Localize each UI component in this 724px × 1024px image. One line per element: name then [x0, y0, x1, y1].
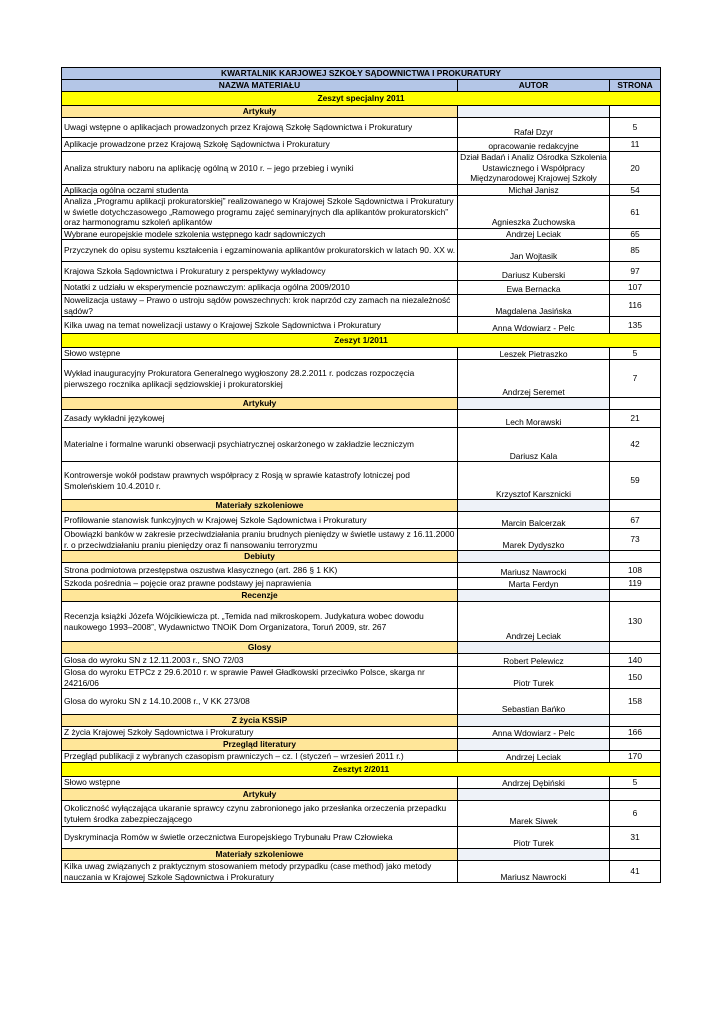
page-number: 67 — [610, 512, 661, 529]
table-row — [62, 138, 661, 152]
material-title: Recenzja książki Józefa Wójcikiewicza pt. „Temida nad mikroskopem. Judykatura wobec dowodu naukowego 1993–2008”, Wydawnictwo TNOiK Dom Organizatora, Toruń 2009, str. 267 — [62, 602, 458, 642]
material-title: Materialne i formalne warunki obserwacji psychiatrycznej oskarżonego w zakładzie leczniczym — [62, 428, 458, 462]
category-row — [62, 642, 661, 654]
empty-cell — [458, 551, 610, 563]
material-title: Słowo wstępne — [62, 777, 458, 789]
category-label: Glosy — [62, 642, 458, 654]
empty-cell — [610, 715, 661, 727]
table-row — [62, 667, 661, 689]
table-row — [62, 348, 661, 360]
author-name: Piotr Turek — [458, 827, 610, 849]
material-title: Zasady wykładni językowej — [62, 410, 458, 428]
page-number: 6 — [610, 801, 661, 827]
material-title: Przyczynek do opisu systemu kształcenia i egzaminowania aplikantów prokuratorskich w latach 90. XX w. — [62, 240, 458, 262]
table-row — [62, 827, 661, 849]
table-row — [62, 689, 661, 715]
category-label: Przegląd literatury — [62, 739, 458, 751]
page-number: 85 — [610, 240, 661, 262]
author-name: Dariusz Kala — [458, 428, 610, 462]
page-number: 11 — [610, 138, 661, 152]
page-number: 5 — [610, 348, 661, 360]
table-row — [62, 410, 661, 428]
journal-title: KWARTALNIK KARJOWEJ SZKOŁY SĄDOWNICTWA I PROKURATURY — [62, 68, 661, 80]
category-label: Artykuły — [62, 106, 458, 118]
table-row — [62, 281, 661, 295]
toc-table — [61, 67, 661, 883]
page-number: 166 — [610, 727, 661, 739]
material-title: Dyskryminacja Romów w świetle orzecznictwa Europejskiego Trybunału Praw Człowieka — [62, 827, 458, 849]
table-row — [62, 118, 661, 138]
category-row — [62, 849, 661, 861]
table-row — [62, 184, 661, 196]
table-row — [62, 529, 661, 551]
material-title: Kilka uwag związanych z praktycznym stosowaniem metody przypadku (case method) jako metody nauczania w Krajowej Szkole Sądownictwa i Prokuratury — [62, 861, 458, 883]
category-row — [62, 551, 661, 563]
category-row — [62, 500, 661, 512]
empty-cell — [458, 590, 610, 602]
page-number: 170 — [610, 751, 661, 763]
author-name: Mariusz Nawrocki — [458, 563, 610, 578]
category-row — [62, 715, 661, 727]
material-title: Glosa do wyroku ETPCz z 29.6.2010 r. w sprawie Paweł Gładkowski przeciwko Polsce, skarga nr 24216/06 — [62, 667, 458, 689]
page-number: 108 — [610, 563, 661, 578]
author-name: Sebastian Bańko — [458, 689, 610, 715]
empty-cell — [610, 739, 661, 751]
category-label: Materiały szkoleniowe — [62, 849, 458, 861]
page-number: 130 — [610, 602, 661, 642]
material-title: Z życia Krajowej Szkoły Sądownictwa i Prokuratury — [62, 727, 458, 739]
header-page: STRONA — [610, 80, 661, 92]
material-title: Wybrane europejskie modele szkolenia wstępnego kadr sądowniczych — [62, 228, 458, 240]
header-row — [62, 80, 661, 92]
author-name: Krzysztof Karsznicki — [458, 462, 610, 500]
table-row — [62, 317, 661, 334]
table-row — [62, 295, 661, 317]
material-title: Szkoda pośrednia – pojęcie oraz prawne podstawy jej naprawienia — [62, 578, 458, 590]
table-row — [62, 563, 661, 578]
table-row — [62, 462, 661, 500]
material-title: Krajowa Szkoła Sądownictwa i Prokuratury z perspektywy wykładowcy — [62, 262, 458, 281]
empty-cell — [458, 398, 610, 410]
material-title: Kontrowersje wokół podstaw prawnych współpracy z Rosją w sprawie katastrofy lotniczej pod Smoleńskiem 10.4.2010 r. — [62, 462, 458, 500]
issue-section-label: Zesztyt 2/2011 — [62, 763, 661, 777]
table-row — [62, 152, 661, 185]
material-title: Aplikacje prowadzone przez Krajową Szkołę Sądownictwa i Prokuratury — [62, 138, 458, 152]
empty-cell — [458, 789, 610, 801]
page-number: 59 — [610, 462, 661, 500]
material-title: Aplikacja ogólna oczami studenta — [62, 184, 458, 196]
material-title: Glosa do wyroku SN z 12.11.2003 r., SNO 72/03 — [62, 654, 458, 667]
category-label: Z życia KSSiP — [62, 715, 458, 727]
category-row — [62, 739, 661, 751]
page-number: 20 — [610, 152, 661, 185]
material-title: Uwagi wstępne o aplikacjach prowadzonych przez Krajową Szkołę Sądownictwa i Prokuratury — [62, 118, 458, 138]
material-title: Wykład inauguracyjny Prokuratora Generalnego wygłoszony 28.2.2011 r. podczas rozpoczęcia pierwszego rocznika aplikacji sędziowskiej i prokuratorskiej — [62, 360, 458, 398]
category-label: Recenzje — [62, 590, 458, 602]
title-row — [62, 68, 661, 80]
author-name: Mariusz Nawrocki — [458, 861, 610, 883]
author-name: Marta Ferdyn — [458, 578, 610, 590]
author-name: Anna Wdowiarz - Pelc — [458, 317, 610, 334]
issue-section-row — [62, 763, 661, 777]
table-row — [62, 240, 661, 262]
author-name: opracowanie redakcyjne — [458, 138, 610, 152]
issue-section-label: Zeszyt 1/2011 — [62, 334, 661, 348]
material-title: Przegląd publikacji z wybranych czasopism prawniczych – cz. I (styczeń – wrzesień 2011 r.) — [62, 751, 458, 763]
table-row — [62, 777, 661, 789]
author-name: Magdalena Jasińska — [458, 295, 610, 317]
issue-section-row — [62, 334, 661, 348]
toc-body — [62, 68, 661, 883]
author-name: Robert Pelewicz — [458, 654, 610, 667]
empty-cell — [458, 106, 610, 118]
empty-cell — [610, 551, 661, 563]
material-title: Obowiązki banków w zakresie przeciwdziałania praniu brudnych pieniędzy w świetle ustawy z 16.11.2000 r. o przeciwdziałaniu praniu pieniędzy oraz fi nansowaniu terroryzmu — [62, 529, 458, 551]
empty-cell — [610, 398, 661, 410]
page-number: 5 — [610, 777, 661, 789]
empty-cell — [458, 739, 610, 751]
author-name: Piotr Turek — [458, 667, 610, 689]
page-number: 31 — [610, 827, 661, 849]
category-row — [62, 789, 661, 801]
author-name: Andrzej Leciak — [458, 602, 610, 642]
empty-cell — [458, 642, 610, 654]
table-row — [62, 360, 661, 398]
author-name: Marek Dydyszko — [458, 529, 610, 551]
material-title: Okoliczność wyłączająca ukaranie sprawcy czynu zabronionego jako przesłanka orzeczenia przepadku tytułem środka zabezpieczającego — [62, 801, 458, 827]
author-name: Andrzej Dębiński — [458, 777, 610, 789]
table-row — [62, 228, 661, 240]
header-author: AUTOR — [458, 80, 610, 92]
page-number: 107 — [610, 281, 661, 295]
material-title: Kilka uwag na temat nowelizacji ustawy o Krajowej Szkole Sądownictwa i Prokuratury — [62, 317, 458, 334]
table-row — [62, 751, 661, 763]
author-name: Andrzej Leciak — [458, 751, 610, 763]
category-row — [62, 106, 661, 118]
author-name: Marcin Balcerzak — [458, 512, 610, 529]
empty-cell — [610, 642, 661, 654]
author-name: Leszek Pietraszko — [458, 348, 610, 360]
author-name: Anna Wdowiarz - Pelc — [458, 727, 610, 739]
table-row — [62, 512, 661, 529]
category-label: Materiały szkoleniowe — [62, 500, 458, 512]
page-number: 5 — [610, 118, 661, 138]
empty-cell — [458, 500, 610, 512]
empty-cell — [610, 106, 661, 118]
page-number: 150 — [610, 667, 661, 689]
material-title: Analiza „Programu aplikacji prokuratorskiej” realizowanego w Krajowej Szkole Sądownictwa i Prokuratury w świetle dotychczasowego „Ramowego programu zajęć seminaryjnych dla aplikantów prokuratorskich” oraz harmonogramu szkoleń aplikantów — [62, 196, 458, 229]
category-label: Artykuły — [62, 398, 458, 410]
empty-cell — [458, 849, 610, 861]
page-number: 7 — [610, 360, 661, 398]
header-material: NAZWA MATERIAŁU — [62, 80, 458, 92]
page-number: 42 — [610, 428, 661, 462]
author-name: Andrzej Seremet — [458, 360, 610, 398]
page-number: 158 — [610, 689, 661, 715]
material-title: Glosa do wyroku SN z 14.10.2008 r., V KK 273/08 — [62, 689, 458, 715]
table-row — [62, 654, 661, 667]
author-name: Ewa Bernacka — [458, 281, 610, 295]
page-number: 116 — [610, 295, 661, 317]
empty-cell — [610, 789, 661, 801]
page-number: 97 — [610, 262, 661, 281]
table-row — [62, 727, 661, 739]
empty-cell — [458, 715, 610, 727]
category-row — [62, 398, 661, 410]
page-number: 135 — [610, 317, 661, 334]
author-name: Rafał Dzyr — [458, 118, 610, 138]
author-name: Lech Morawski — [458, 410, 610, 428]
page-number: 41 — [610, 861, 661, 883]
material-title: Strona podmiotowa przestępstwa oszustwa klasycznego (art. 286 § 1 KK) — [62, 563, 458, 578]
empty-cell — [610, 849, 661, 861]
author-name: Marek Siwek — [458, 801, 610, 827]
category-label: Debiuty — [62, 551, 458, 563]
category-row — [62, 590, 661, 602]
table-row — [62, 578, 661, 590]
page-number: 61 — [610, 196, 661, 229]
author-name: Michał Janisz — [458, 184, 610, 196]
table-row — [62, 801, 661, 827]
material-title: Analiza struktury naboru na aplikację ogólną w 2010 r. – jego przebieg i wyniki — [62, 152, 458, 185]
page-number: 73 — [610, 529, 661, 551]
material-title: Notatki z udziału w eksperymencie poznawczym: aplikacja ogólna 2009/2010 — [62, 281, 458, 295]
table-row — [62, 196, 661, 229]
material-title: Nowelizacja ustawy – Prawo o ustroju sądów powszechnych: krok naprzód czy zamach na niezależność sądów? — [62, 295, 458, 317]
table-row — [62, 861, 661, 883]
author-name: Dariusz Kuberski — [458, 262, 610, 281]
material-title: Słowo wstępne — [62, 348, 458, 360]
author-name: Andrzej Leciak — [458, 228, 610, 240]
page-number: 140 — [610, 654, 661, 667]
author-name: Dział Badań i Analiz Ośrodka Szkolenia Ustawicznego i Współpracy Międzynarodowej Krajowej Szkoły — [458, 152, 610, 185]
table-row — [62, 262, 661, 281]
table-row — [62, 428, 661, 462]
material-title: Profilowanie stanowisk funkcyjnych w Krajowej Szkole Sądownictwa i Prokuratury — [62, 512, 458, 529]
page-number: 119 — [610, 578, 661, 590]
author-name: Agnieszka Żuchowska — [458, 196, 610, 229]
empty-cell — [610, 500, 661, 512]
page-number: 65 — [610, 228, 661, 240]
page-number: 21 — [610, 410, 661, 428]
issue-section-row — [62, 92, 661, 106]
table-row — [62, 602, 661, 642]
page-number: 54 — [610, 184, 661, 196]
author-name: Jan Wojtasik — [458, 240, 610, 262]
category-label: Artykuły — [62, 789, 458, 801]
empty-cell — [610, 590, 661, 602]
issue-section-label: Zeszyt specjalny 2011 — [62, 92, 661, 106]
